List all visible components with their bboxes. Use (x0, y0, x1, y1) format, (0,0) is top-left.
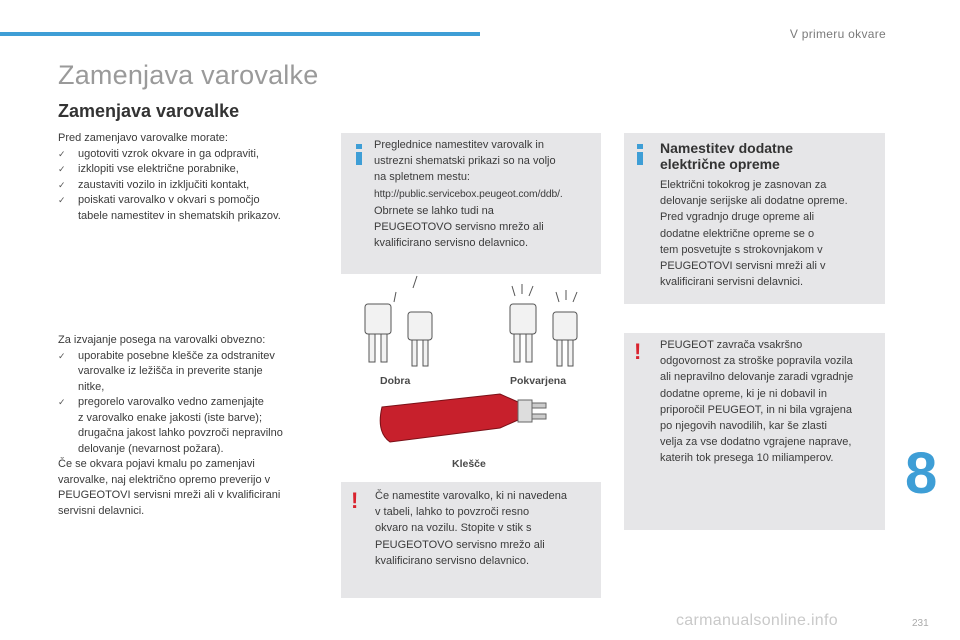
section-subtitle: Zamenjava varovalke (58, 101, 240, 121)
chapter-number: 8 (905, 441, 938, 506)
intro-text-2: Za izvajanje posega na varovalki obvezno: (58, 334, 266, 346)
warning-icon: ! (634, 339, 642, 364)
page-number: 231 (912, 618, 929, 629)
instructions-mandatory (58, 333, 320, 519)
service-url: http://public.servicebox.peugeot.com/ddb/. (374, 188, 563, 200)
warning-box-wrong-fuse: ! Če namestite varovalko, ki ni navedena v tabeli, lahko to povzroči resno okvaro na vozilu. Stopite v stik s PEUGEOTOVO servisno mrežo ali kvalificirano servisno delavnico. (341, 482, 601, 598)
steps-list-2 (58, 349, 320, 458)
steps-list (58, 147, 320, 225)
fuse-pliers-illustration (380, 394, 546, 442)
list-item: ✓ pregorelo varovalko vedno zamenjajte z varovalko enake jakosti (iste barve); drugačna jakost lahko povzroči nepravilno delovanje (nevarnost požara). (58, 396, 283, 455)
extra-equipment-heading: Namestitev dodatne električne opreme (660, 140, 794, 172)
bullet-icon: ✓ (58, 179, 66, 190)
pliers-label: Klešče (452, 458, 486, 470)
blown-fuse-label: Pokvarjena (510, 375, 567, 387)
bullet-icon: ✓ (58, 350, 66, 361)
bullet-icon: ✓ (58, 397, 66, 407)
warning-box-peugeot-liability: ! PEUGEOT zavrača vsakršno odgovornost za stroške popravila vozila ali nepravilno delovanje zaradi vgradnje dodatne opreme, ki je ni dobavil in priporočil PEUGEOT, in ni bila vgrajena po njegovih navodilih, kar še zlasti velja za vse dodatno vgrajene naprave, katerih tok presega 10 miliamperov. (624, 333, 885, 530)
intro-text: Pred zamenjavo varovalke morate: (58, 132, 228, 144)
page-title: Zamenjava varovalke (58, 60, 319, 90)
info-box-fuse-tables: Preglednice namestitev varovalk in ustrezni shematski prikazi so na voljo na spletnem mestu: http://public.servicebox.peugeot.com/ddb/. Obrnete se lahko tudi na PEUGEOTOVO servisno mrežo ali kvalificirano servisno delavnico. (341, 133, 601, 274)
instructions-before (58, 131, 320, 224)
blown-fuse-illustration (510, 284, 577, 366)
header-accent-bar (0, 32, 480, 36)
info-box-additional-equipment: Namestitev dodatne električne opreme Električni tokokrog je zasnovan za delovanje serijske ali dodatne opreme. Pred vgradnjo druge opreme ali dodatne električne opreme se o tem posvetujte s strokovnjakom v PEUGEOTOVI servisni mreži ali v kvalificirani servisni delavnici. (624, 133, 885, 304)
closing-text: Če se okvara pojavi kmalu po zamenjavi varovalke, naj električno opremo preverijo v PEUGEOTOVI servisni mreži ali v kvalificirani servisni delavnici. (58, 458, 281, 517)
bullet-icon: ✓ (58, 148, 66, 159)
list-item: ✓ ugotoviti vzrok okvare in ga odpraviti, (58, 147, 320, 163)
list-item: ✓ uporabite posebne klešče za odstranitev varovalke iz ležišča in preverite stanje nitke, (58, 349, 275, 393)
warning-icon: ! (351, 488, 359, 513)
list-item: ✓ izklopiti vse električne porabnike, (58, 162, 320, 178)
watermark: carmanualsonline.info (676, 612, 838, 629)
list-item: ✓ zaustaviti vozilo in izključiti kontakt, (58, 178, 320, 194)
section-title: V primeru okvare (789, 27, 886, 41)
good-fuse-label: Dobra (380, 375, 411, 387)
bullet-icon: ✓ (58, 164, 66, 174)
list-item: ✓ poiskati varovalko v okvari s pomočjo tabele namestitev in shematskih prikazov. (58, 194, 281, 222)
good-fuse-illustration (365, 276, 432, 366)
bullet-icon: ✓ (58, 195, 66, 205)
